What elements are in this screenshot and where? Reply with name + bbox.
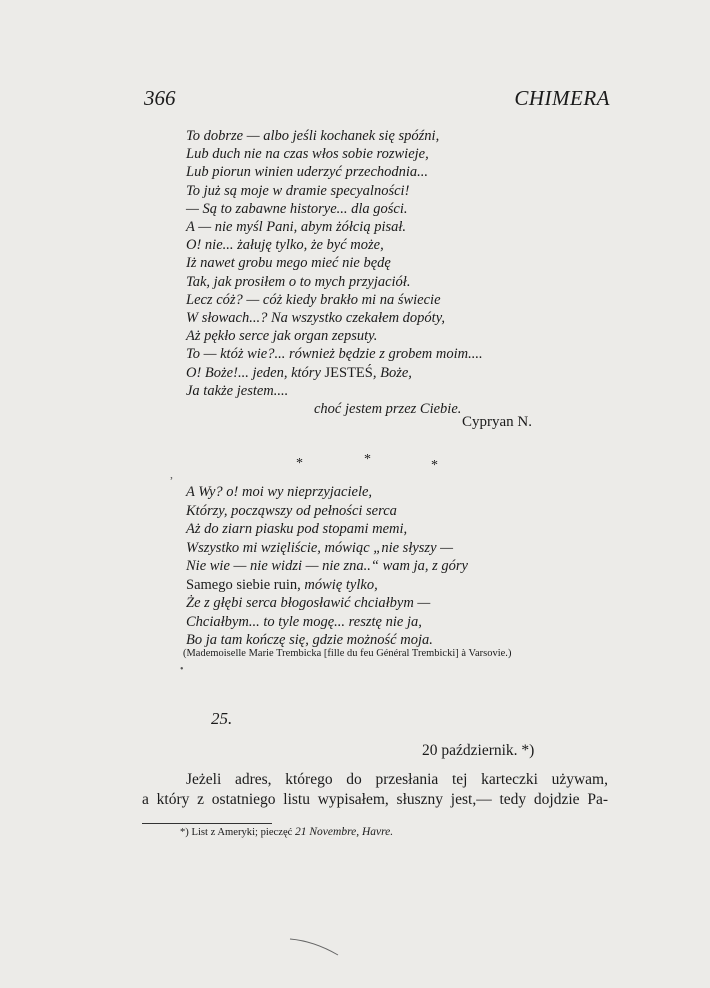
page-header [144, 86, 610, 116]
signature: Cypryan N. [462, 414, 532, 430]
poem-line: Tak, jak prosiłem o to mych przyjaciół. [186, 273, 411, 290]
footnote-text: *) List z Ameryki; pieczęć [180, 827, 296, 838]
paragraph-line: a który z ostatniego listu wypisałem, słuszny jest,— tedy dojdzie Pa- [142, 791, 608, 808]
poem-line: Chciałbym... to tyle mogę... resztę nie ja, [186, 613, 422, 630]
poem-line: Bo ja tam kończę się, gdzie możność moja. [186, 632, 433, 648]
poem-line: Ja także jestem.... [186, 382, 289, 399]
poem-line: Iż nawet grobu mego mieć nie będę [186, 255, 391, 272]
asterisk: * [431, 458, 438, 473]
poem-line: O! nie... żałuję tylko, że być może, [186, 237, 384, 254]
poem-line: To dobrze — albo jeśli kochanek się spóźni, [186, 128, 440, 144]
poem-line: Lub piorun winien uderzyć przechodnia... [186, 164, 429, 181]
poem-line: Wszystko mi wzięliście, mówiąc „nie słyszy — [186, 539, 454, 556]
letter-date: 20 październik. *) [422, 742, 535, 759]
poem-line-roman: Samego siebie ruin, [186, 576, 305, 593]
footnote-rule [142, 823, 272, 824]
poem-line: To już są moje w dramie specyalności! [186, 182, 410, 199]
stray-mark: , [170, 467, 173, 481]
paragraph-line: Jeżeli adres, którego do przesłania tej karteczki używam, [186, 771, 608, 788]
section-separator [0, 452, 710, 472]
letter-number: 25. [211, 709, 233, 728]
poem-line: Aż pękło serce jak organ zepsuty. [186, 328, 378, 345]
page-mark-curve [288, 935, 340, 957]
attribution-note: (Mademoiselle Marie Trembicka [fille du feu Général Trembicki] à Varsovie.) [183, 648, 512, 659]
poem-line [186, 576, 606, 595]
footnote [180, 826, 393, 838]
poem-line-indented: choć jestem przez Ciebie. [314, 401, 462, 418]
poem-line: To — któż wie?... również będzie z grobem moim.... [186, 346, 483, 363]
poem-line: — Są to zabawne historye... dla gości. [186, 200, 408, 217]
stray-mark: • [180, 664, 184, 675]
page-number: 366 [144, 86, 176, 110]
poem-line-caps: JESTEŚ [324, 364, 373, 381]
poem-second [186, 483, 606, 650]
poem-first [186, 127, 606, 418]
footnote-italic: 21 Novembre, Havre. [295, 826, 394, 838]
poem-line: Którzy, począwszy od pełności serca [186, 502, 397, 519]
asterisk: * [296, 456, 303, 471]
poem-line: Że z głębi serca błogosławić chciałbym — [186, 595, 431, 611]
poem-line: A — nie myśl Pani, abym żółcią pisał. [186, 219, 407, 236]
running-title: CHIMERA [514, 86, 610, 110]
letter-paragraph [142, 770, 608, 810]
poem-line: Aż do ziarn piasku pod stopami memi, [186, 521, 408, 537]
asterisk: * [364, 452, 371, 467]
poem-line [186, 364, 606, 382]
poem-line: Lecz cóż? — cóż kiedy brakło mi na świecie [186, 291, 441, 308]
poem-line: Nie wie — nie widzi — nie zna..“ wam ja, z góry [186, 558, 468, 574]
poem-line: Lub duch nie na czas włos sobie rozwieje, [186, 146, 429, 163]
poem-line: W słowach...? Na wszystko czekałem dopóty, [186, 310, 445, 327]
poem-line-italic: mówię tylko, [304, 576, 378, 593]
poem-line: A Wy? o! moi wy nieprzyjaciele, [186, 484, 373, 500]
poem-line-suffix: , Boże, [372, 364, 412, 381]
poem-line-prefix: O! Boże!... jeden, który [186, 364, 325, 381]
